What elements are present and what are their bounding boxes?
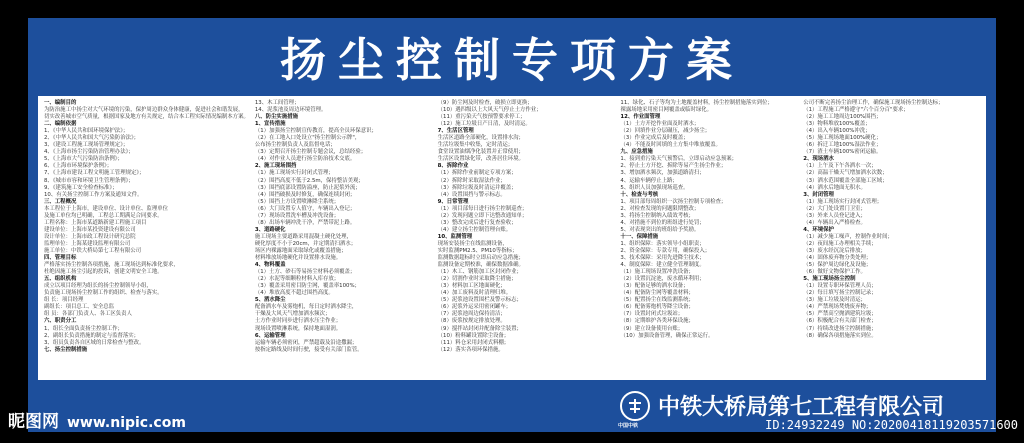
text-line: 1、接到重污染天气预警后，立即启动应急预案； [620,156,738,163]
text-line: （4）不能及时回填的土方集中堆放覆盖。 [620,142,721,149]
text-line: （2）在工地入口处设立"扬尘控制公示牌"， [254,135,361,142]
text-line: （3）废水经沉淀后排放； [803,247,866,254]
section-heading: 九、应急措施 [620,149,653,156]
text-line: 成立以项目经理为组长的扬尘控制领导小组， [44,283,152,290]
watermark-brand: 昵图网 [8,412,59,432]
text-line: （1）项目部每日进行扬尘控制巡查； [437,205,528,212]
section-heading: 5、施工现场扬尘控制 [803,276,856,283]
text-line: （1）减少施工噪声，控制作业时间； [803,233,893,240]
text-line: 食堂设置油烟净化装置并正常使用； [437,149,524,156]
section-heading: 9、日常管理 [437,198,469,205]
text-line: 实时监测PM2.5、PM10等指标； [437,247,518,254]
text-line: 监测设备定期校准，确保数据准确。 [437,262,524,269]
text-line: 严格落实扬尘控制各项措施，施工现场达到标准化要求， [44,262,179,269]
section-heading: 6、运输管理 [254,332,286,339]
text-line: 11、绿化、石子等均为土地覆盖材料，扬尘控制措施落实到位； [620,100,773,106]
text-line: 监理单位：上海某建设监理有限公司 [44,240,131,247]
text-line: 工程名称：上海市某道路新建工程施工项目 [44,219,147,226]
section-heading: 3、道路硬化 [254,226,286,233]
text-line: （4）配备防尘网等覆盖材料； [620,290,694,297]
text-line: （2）大门处设置门卫室； [803,205,866,212]
text-line: 1、组织保障：落实领导小组职责； [620,240,705,247]
text-line: （1）施工现场实行封闭式管理； [803,198,883,205]
text-line: （3）物料堆放100%覆盖； [803,121,871,128]
text-line: （11）重污染天气按预警要求停工； [437,114,526,121]
section-heading: 7、生活区管理 [437,128,474,135]
section-heading: 四、管理目标 [44,255,77,262]
text-line: （5）严禁高空抛洒建筑垃圾； [803,311,877,318]
text-line: 按指定路线及时间行驶，接受有关部门监管。 [254,346,363,353]
text-line: （1）木工、钢筋加工区封闭作业； [437,269,522,276]
text-line: （2）拆除时采取湿法作业； [437,177,506,184]
text-line: （4）出入车辆100%冲洗； [803,128,871,135]
text-line: 施工单位：中铁大桥局第七工程有限公司 [44,247,142,254]
text-line: 1、项目部每周组织一次扬尘控制专项检查； [620,198,727,205]
section-heading: 二、编制依据 [44,121,77,128]
text-line: （3）覆盖采用密目防尘网，覆盖率100%； [254,283,360,290]
text-line: （9）防尘网及时检查，破损立即更换； [437,100,533,106]
text-line: 公司不断完善扬尘治理工作，确保施工现场扬尘控制达标； [803,100,944,106]
text-line: （3）洒水范围覆盖全部施工区域； [803,177,888,184]
text-line: 4、制度保障：建立健全管理制度。 [620,262,705,269]
text-line: （4）严禁现场焚烧废弃物； [803,304,872,311]
text-line: 5、对表现突出的班组给予奖励。 [620,226,700,233]
section-heading: 十、检查与考核 [620,191,659,198]
text-line: （2）高温干燥天气增加洒水次数； [803,170,888,177]
text-line: （6）大门设置专人值守，车辆出入登记； [254,205,356,212]
text-line: 副组长：项目总工、安全总监 [44,304,115,311]
text-line: （3）拆除垃圾及时清运并覆盖； [437,184,517,191]
section-heading: 2、现场洒水 [803,156,834,163]
text-line: （3）作业完成后及时覆盖； [620,135,689,142]
section-heading: 5、洒水降尘 [254,297,286,304]
text-line: （7）泥浆池周边保持清洁； [437,311,506,318]
text-line: （2）围挡高度不低于2.5m，保持整洁美观； [254,177,364,184]
text-line: 现场设置喷淋系统，保持地面湿润。 [254,325,342,332]
text-line: 运输车辆必须密闭，严禁超载及沿途撒漏； [254,339,358,346]
watermark [8,407,186,432]
text-line: （6）泥浆外运采用密闭罐车； [437,304,512,311]
text-line: 现场安装扬尘在线监测设备， [437,240,508,247]
text-line: （6）做好文物保护工作。 [803,269,866,276]
text-line: 3、《建设工程施工现场管理规定》； [44,142,129,149]
text-line: （10）粉料罐设置除尘设备； [437,332,510,339]
watermark-url: www.nipic.com [67,415,186,431]
text-line: （1）拆除作业前制定专项方案； [437,170,517,177]
text-line: 5、组织人员加强现场巡查。 [620,184,689,191]
text-line: （1）工程施工严格遵守"六个百分百"要求； [803,107,909,114]
text-line: 负责施工现场扬尘控制工作的组织、检查与落实。 [44,290,163,297]
text-line: （1）加强扬尘控制宣传教育，提高全员环保意识； [254,128,377,135]
text-line: （4）围挡破损及时修复，确保连续封闭； [254,191,356,198]
text-line: （3）定期召开扬尘控制专题会议，总结经验； [254,149,367,156]
text-line: 设计单位：上海市政工程设计研究总院 [44,233,136,240]
text-line: 裸露场地采用密目网覆盖或临时绿化。 [620,107,713,114]
text-line: 土方作业时同步进行洒水压尘作业； [254,318,342,325]
text-line: （2）回填作业分层碾压，减少扬尘； [620,128,711,135]
text-line: 3、组员负责各自区域的日常检查与整改。 [44,339,145,346]
text-line: 1、组长全面负责扬尘控制工作； [44,325,123,332]
text-line: （5）施工现场地面100%硬化； [803,135,882,142]
section-heading: 2、施工现场围挡 [254,163,297,170]
text-line: （7）设置封闭式垃圾站； [620,311,684,318]
text-line: 2、《中华人民共和国大气污染防治法》； [44,135,140,142]
text-column-4 [620,100,797,376]
text-line: （2）设置沉淀池，废水循环利用； [620,276,705,283]
text-line: 切实改善城市空气质量，根据国家及地方有关规定，结合本工程实际情况编制本方案。 [44,114,249,121]
text-line: 场区内裸露地面采取绿化或覆盖措施； [254,247,347,254]
text-line: （1）土方开挖作业面及时洒水； [620,121,700,128]
section-heading: 三、工程概况 [44,198,77,205]
section-heading: 十一、保障措施 [620,233,659,240]
text-line: （6）拆迁工地100%湿法作业； [803,142,882,149]
text-line: 5、《上海市大气污染防治条例》； [44,156,123,163]
text-line: （1）施工现场实行封闭式管理； [254,170,334,177]
text-line: （8）定期维护各类环保设施； [620,318,694,325]
text-line: （8）确保各项措施落实到位。 [803,332,877,339]
text-line: 组 员：各部门负责人、各工区负责人 [44,311,132,318]
banner-board [28,18,996,432]
crec-logo-icon [620,391,650,421]
text-line: 8、《城市市容和环境卫生管理条例》； [44,177,134,184]
text-line: 建设单位：上海市某投资建设有限公司 [44,226,136,233]
text-line: （2）夜间施工办理相关手续； [803,240,877,247]
text-line: 4、《上海市扬尘污染防治管理办法》； [44,149,134,156]
company-name: 中铁大桥局第七工程有限公司 [657,395,944,420]
text-line: 10、有关扬尘控制工作方案及通知文件。 [44,191,143,198]
text-line: 为防治施工中扬尘对大气环境的污染，保护周边群众身体健康，促进社会和谐发展， [44,107,244,114]
text-line: （4）建立扬尘控制管理台账。 [437,226,512,233]
text-line: （1）土方、砂石等易扬尘材料必须覆盖； [254,269,356,276]
text-line: 2、资金保障：专款专用，确保投入； [620,247,711,254]
text-column-5 [803,100,980,376]
text-line: 1、《中华人民共和国环境保护法》； [44,128,129,135]
text-line: 3、技术保障：采用先进降尘技术； [620,255,705,262]
text-line: （10）遇四级以上大风天气停止土方作业； [437,107,542,114]
text-line: （1）上午及下午各洒水一次； [803,163,877,170]
text-line: （9）建立设备使用台账； [620,325,684,332]
section-heading: 七、扬尘控制措施 [44,346,88,353]
text-line: 干燥及大风天气增加洒水频次； [254,311,331,318]
text-line: 3、增加洒水频次，加强道路清扫； [620,170,705,177]
text-line: （2）切割作业时采取降尘措施； [437,276,517,283]
text-line: 材料堆放场地硬化并设置排水设施。 [254,255,342,262]
text-line: 生活区设置绿化带，改善居住环境。 [437,156,524,163]
watermark-id: ID:24932249 NO:20200418119203571600 [765,418,1018,432]
text-column-1 [44,100,249,376]
text-line: （3）配备足够的洒水设备； [620,283,689,290]
text-line: （12）落实各项环保措施。 [437,346,504,353]
text-line: 配备洒水车及雾炮机，每日定时洒水降尘， [254,304,358,311]
text-line: （7）现场设置洗车槽及冲洗设备； [254,212,340,219]
section-heading: 1、宣传措施 [254,121,286,128]
section-heading: 10、监测管理 [437,233,473,240]
title-bar [28,18,996,96]
text-line: 组 长：项目经理 [44,297,84,304]
text-line: （1）施工现场设置冲洗设备； [620,269,694,276]
section-heading: 八、防尘实施措施 [254,114,298,121]
text-line: （11）料仓采用封闭式料棚； [437,339,510,346]
section-heading: 3、封闭管理 [803,191,834,198]
text-line: （3）施工垃圾及时清运； [803,297,866,304]
text-line: 生活区道路全部硬化，设置排水沟； [437,135,524,142]
text-line: （2）施工工地周边100%围挡； [803,114,882,121]
text-line: 公布扬尘控制负责人及监督电话； [254,142,336,149]
text-column-3 [438,100,615,376]
text-line: （2）发现问题立即下达整改通知单； [437,212,528,219]
section-heading: 4、物料覆盖 [254,262,286,269]
section-heading: 五、组织机构 [44,276,77,283]
text-line: （9）搅拌站封闭并配备除尘装置； [437,325,522,332]
text-line: （2）每日填写扬尘控制记录； [803,290,877,297]
text-line: （3）外来人员登记进入； [803,212,866,219]
text-line: （7）渣土车辆100%密闭运输。 [803,149,882,156]
text-line: （10）加强设备管理，确保正常运行。 [620,332,714,339]
text-line: （2）水泥等细颗粒材料入库存放； [254,276,340,283]
text-line: 本工程位于上海市，建设单位、设计单位、监理单位 [44,205,168,212]
text-line: （4）设置围挡与警示标志。 [437,191,506,198]
text-line: 14、泥浆池及周边环境管理。 [254,107,327,114]
text-line: 3、将扬尘控制纳入绩效考核； [620,212,694,219]
section-heading: 六、职责分工 [44,318,77,325]
text-line: （5）围挡上方设置喷淋降尘系统； [254,198,340,205]
text-line: （5）配置扬尘在线监测系统； [620,297,694,304]
text-line: （1）设置专职环保管理人员； [803,283,877,290]
text-line: （4）洒水后地面无积水。 [803,184,866,191]
text-column-2 [255,100,432,376]
text-line: 9、《建筑施工安全检查标准》； [44,184,118,191]
banner-title: 扬尘控制专项方案 [280,33,744,87]
company-logo [617,391,650,429]
section-heading: 12、作业面管理 [620,114,661,121]
text-line: 2、对检查发现的问题限期整改； [620,205,700,212]
text-line: 7、《上海市建设工程文明施工管理规定》； [44,170,145,177]
text-line: 2、停止土方开挖、拆除等易产生扬尘作业； [620,163,727,170]
text-line: 4、运输车辆停止上路； [620,177,678,184]
text-line: （7）持续改进扬尘控制措施； [803,325,877,332]
text-line: （3）整改完成后进行复查验收； [437,219,517,226]
text-line: （6）配备雾炮机等降尘设备； [620,304,694,311]
text-line: 生活垃圾集中收集，定时清运； [437,142,514,149]
text-line: （4）固体废弃物分类处理； [803,255,872,262]
text-line: （4）堆放高度不超过围挡高度。 [254,290,334,297]
text-line: （12）施工垃圾日产日清，及时清运。 [437,121,531,128]
text-line: （6）积极配合有关部门检查； [803,318,877,325]
section-heading: 4、环境保护 [803,226,834,233]
text-line: （4）加工废料及时清理归堆。 [437,290,512,297]
logo-caption: 中国中铁 [617,422,638,429]
text-line: 4、对措施不到位的班组进行处罚； [620,219,705,226]
text-line: （4）车辆出入严格检查。 [803,219,866,226]
text-line: 硬化厚度不小于20cm，并定期清扫洒水； [254,240,357,247]
text-line: 6、《上海市环境保护条例》； [44,163,113,170]
text-line: 施工现场主要道路采用混凝土硬化处理， [254,233,352,240]
section-heading: 8、拆除作业 [437,163,469,170]
text-line: （3）围挡底部设置防溢座，防止泥浆外流； [254,184,361,191]
section-heading: 一、编制目的 [44,100,77,106]
text-line: （4）对作业人员进行扬尘防治技术交底。 [254,156,356,163]
text-line: 监测数据超标时立即启动应急措施； [437,255,524,262]
text-line: 及施工单位均已明确，工程总工期满足合同要求。 [44,212,163,219]
text-line: 2、副组长负责措施的制定与监督落实； [44,332,140,339]
text-line: （5）泥浆池设置围栏及警示标志； [437,297,522,304]
text-line: （3）材料加工区地面硬化； [437,283,506,290]
content-panel [38,96,986,380]
text-line: 13、木工间管理； [254,100,300,106]
text-line: （8）出场车辆冲洗干净，严禁带泥上路。 [254,219,356,226]
text-line: （8）废浆按规定排放处理。 [437,318,506,325]
text-line: 杜绝因施工扬尘引起的投诉，创建文明安全工地。 [44,269,163,276]
text-line: （5）保护周边绿化及设施； [803,262,872,269]
